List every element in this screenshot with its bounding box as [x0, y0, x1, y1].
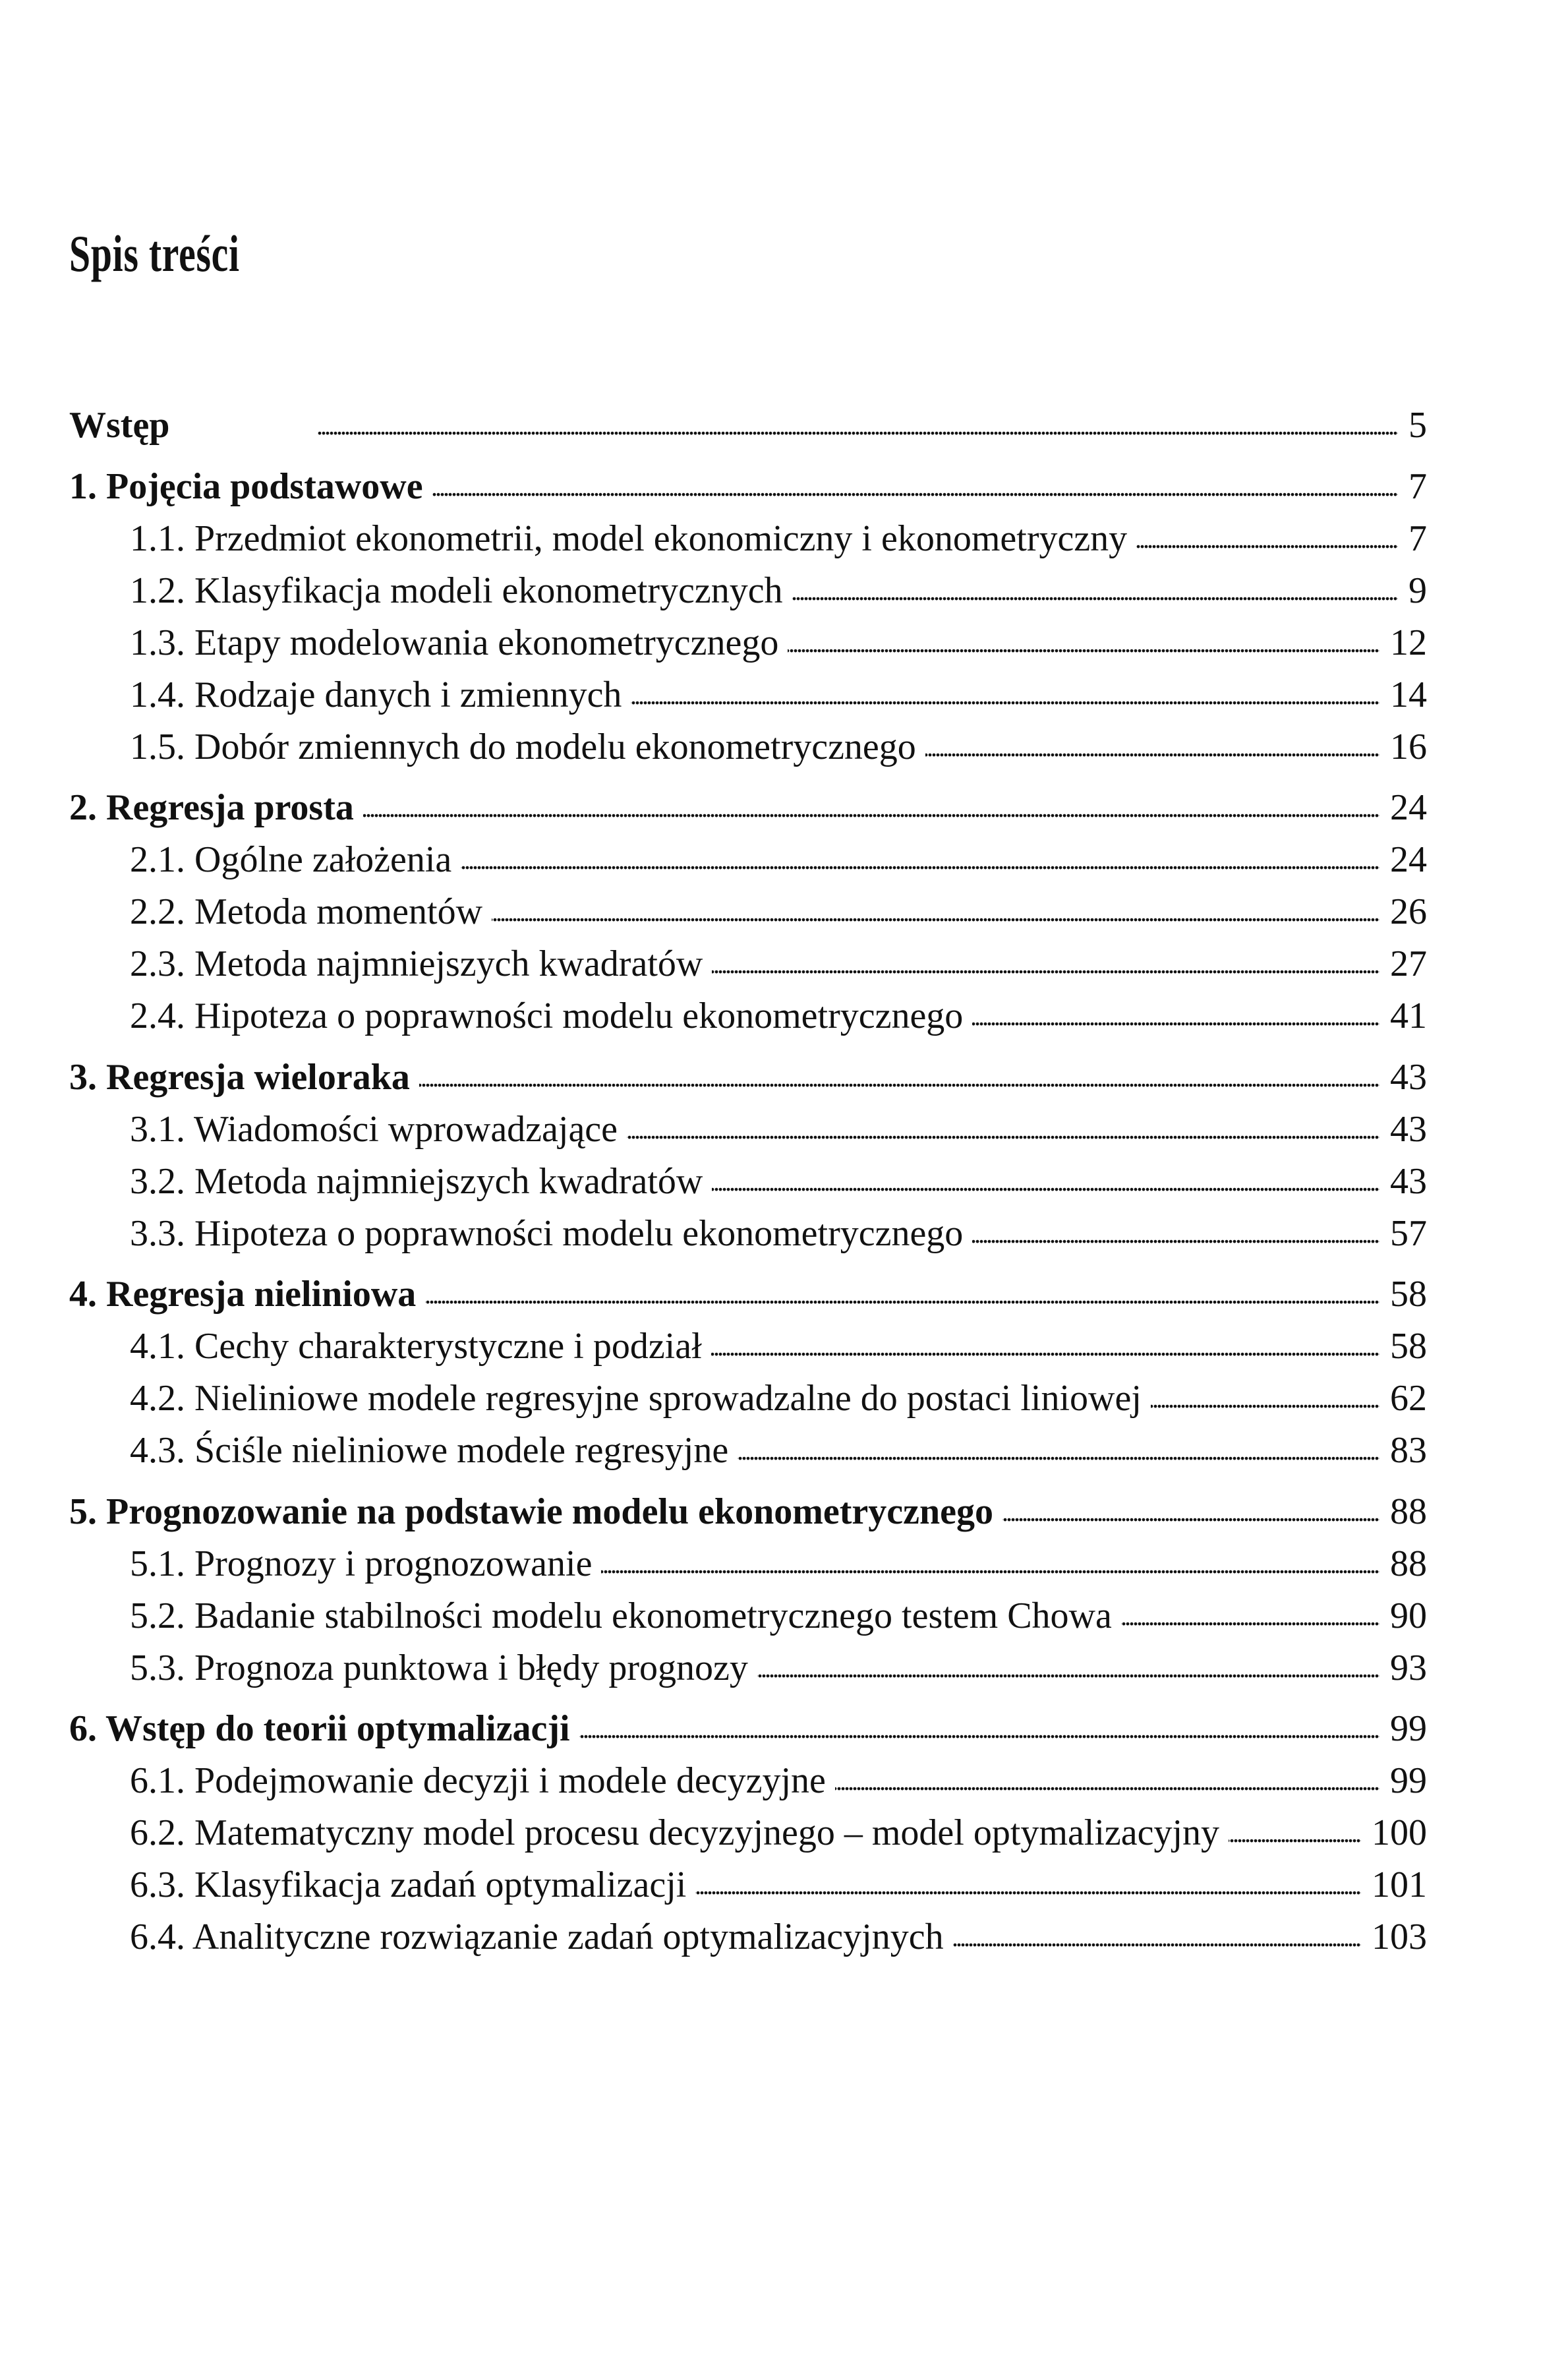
- entry-title: 2.4. Hipoteza o poprawności modelu ekonometrycznego: [130, 996, 964, 1036]
- entry-title: 1.2. Klasyfikacja modeli ekonometrycznych: [130, 570, 783, 611]
- toc-section-entry: [69, 1642, 1427, 1694]
- page-number: 43: [1390, 1108, 1427, 1150]
- page-number: 12: [1390, 622, 1427, 663]
- toc-section-entry: [69, 1590, 1427, 1642]
- dot-leader: [972, 1208, 1379, 1260]
- toc-section-entry: [69, 1156, 1427, 1208]
- entry-title: 2. Regresja prosta: [69, 787, 354, 828]
- entry-title: 2.3. Metoda najmniejszych kwadratów: [130, 943, 703, 984]
- entry-title: 3.1. Wiadomości wprowadzające: [130, 1108, 618, 1150]
- entry-title: 5.1. Prognozy i prognozowanie: [130, 1543, 593, 1584]
- dot-leader: [179, 400, 1398, 452]
- page-number: 88: [1390, 1491, 1427, 1532]
- page-number: 14: [1390, 674, 1427, 715]
- toc-section-entry: [69, 1321, 1427, 1373]
- page-number: 99: [1390, 1760, 1427, 1801]
- entry-title: 5.3. Prognoza punktowa i błędy prognozy: [130, 1647, 748, 1688]
- dot-leader: [788, 617, 1379, 669]
- dot-leader: [1002, 1486, 1379, 1538]
- page-number: 26: [1390, 891, 1427, 932]
- dot-leader: [425, 1268, 1379, 1321]
- entry-title: 4. Regresja nieliniowa: [69, 1274, 417, 1315]
- entry-title: 6.4. Analityczne rozwiązanie zadań optymalizacyjnych: [130, 1917, 944, 1957]
- dot-leader: [712, 1156, 1379, 1208]
- toc-section-entry: [69, 1538, 1427, 1590]
- toc-section-entry: [69, 617, 1427, 669]
- page-number: 57: [1390, 1212, 1427, 1254]
- toc-section-entry: [69, 1104, 1427, 1156]
- dot-leader: [627, 1104, 1379, 1156]
- page-number: 100: [1372, 1812, 1427, 1853]
- page-number: 16: [1390, 726, 1427, 767]
- table-of-contents: [69, 400, 1427, 1963]
- page-number: 58: [1390, 1326, 1427, 1367]
- toc-chapter-entry: [69, 1268, 1427, 1321]
- page-number: 58: [1390, 1274, 1427, 1315]
- entry-title: 1.4. Rodzaje danych i zmiennych: [130, 674, 622, 715]
- page-title: Spis treści: [69, 225, 240, 282]
- dot-leader: [1229, 1807, 1361, 1859]
- page-number: 99: [1390, 1708, 1427, 1749]
- dot-leader: [695, 1859, 1361, 1911]
- entry-title: 4.2. Nieliniowe modele regresyjne sprowadzalne do postaci liniowej: [130, 1378, 1142, 1419]
- entry-title: 4.3. Ściśle nieliniowe modele regresyjne: [130, 1430, 729, 1471]
- dot-leader: [835, 1755, 1379, 1807]
- toc-chapter-entry: [69, 1486, 1427, 1538]
- dot-leader: [757, 1642, 1379, 1694]
- page-number: 83: [1390, 1430, 1427, 1471]
- dot-leader: [738, 1425, 1379, 1477]
- toc-section-entry: [69, 513, 1427, 565]
- entry-title: 6.3. Klasyfikacja zadań optymalizacji: [130, 1864, 687, 1905]
- page-number: 62: [1390, 1378, 1427, 1419]
- toc-section-entry: [69, 1373, 1427, 1425]
- entry-title: 1.5. Dobór zmiennych do modelu ekonometrycznego: [130, 726, 916, 767]
- dot-leader: [492, 886, 1379, 938]
- entry-title: 5.2. Badanie stabilności modelu ekonometrycznego testem Chowa: [130, 1595, 1112, 1636]
- entry-title: 3.2. Metoda najmniejszych kwadratów: [130, 1160, 703, 1202]
- entry-title: 3.3. Hipoteza o poprawności modelu ekonometrycznego: [130, 1212, 964, 1254]
- entry-title: 6.2. Matematyczny model procesu decyzyjnego – model optymalizacyjny: [130, 1812, 1220, 1853]
- dot-leader: [631, 669, 1379, 721]
- page-number: 9: [1408, 570, 1427, 611]
- page-number: 90: [1390, 1595, 1427, 1636]
- entry-title: 5. Prognozowanie na podstawie modelu ekonometrycznego: [69, 1491, 993, 1532]
- entry-title: 3. Regresja wieloraka: [69, 1056, 410, 1098]
- dot-leader: [601, 1538, 1379, 1590]
- page-number: 101: [1372, 1864, 1427, 1905]
- toc-section-entry: [69, 565, 1427, 617]
- entry-title: 6. Wstęp do teorii optymalizacji: [69, 1708, 570, 1749]
- entry-title: Wstęp: [69, 405, 170, 446]
- dot-leader: [792, 565, 1398, 617]
- toc-section-entry: [69, 1208, 1427, 1260]
- entry-title: 6.1. Podejmowanie decyzji i modele decyzyjne: [130, 1760, 826, 1801]
- page-number: 24: [1390, 839, 1427, 880]
- dot-leader: [972, 990, 1379, 1042]
- dot-leader: [1136, 513, 1398, 565]
- page-number: 43: [1390, 1160, 1427, 1202]
- toc-chapter-entry: [69, 461, 1427, 513]
- toc-section-entry: [69, 1859, 1427, 1911]
- page-number: 7: [1408, 465, 1427, 507]
- dot-leader: [712, 938, 1379, 990]
- dot-leader: [363, 782, 1379, 834]
- dot-leader: [1151, 1373, 1379, 1425]
- toc-section-entry: [69, 1911, 1427, 1963]
- page-number: 7: [1408, 518, 1427, 559]
- dot-leader: [461, 834, 1379, 886]
- toc-section-entry: [69, 1755, 1427, 1807]
- entry-title: 2.1. Ogólne założenia: [130, 839, 452, 880]
- page-number: 27: [1390, 943, 1427, 984]
- toc-section-entry: [69, 938, 1427, 990]
- page-number: 93: [1390, 1647, 1427, 1688]
- toc-chapter-entry: [69, 1703, 1427, 1755]
- page-number: 43: [1390, 1056, 1427, 1098]
- dot-leader: [711, 1321, 1379, 1373]
- dot-leader: [419, 1052, 1379, 1104]
- page-number: 24: [1390, 787, 1427, 828]
- entry-title: 1.1. Przedmiot ekonometrii, model ekonomiczny i ekonometryczny: [130, 518, 1128, 559]
- toc-chapter-entry: [69, 1052, 1427, 1104]
- toc-chapter-entry: [69, 782, 1427, 834]
- dot-leader: [1121, 1590, 1379, 1642]
- toc-section-entry: [69, 990, 1427, 1042]
- dot-leader: [925, 721, 1379, 773]
- toc-section-entry: [69, 886, 1427, 938]
- toc-section-entry: [69, 834, 1427, 886]
- toc-chapter-entry: [69, 400, 1427, 452]
- dot-leader: [432, 461, 1398, 513]
- entry-title: 2.2. Metoda momentów: [130, 891, 483, 932]
- dot-leader: [953, 1911, 1361, 1963]
- entry-title: 1.3. Etapy modelowania ekonometrycznego: [130, 622, 779, 663]
- toc-section-entry: [69, 1807, 1427, 1859]
- toc-section-entry: [69, 721, 1427, 773]
- toc-section-entry: [69, 669, 1427, 721]
- page-number: 5: [1408, 405, 1427, 446]
- entry-title: 4.1. Cechy charakterystyczne i podział: [130, 1326, 702, 1367]
- page-number: 88: [1390, 1543, 1427, 1584]
- toc-section-entry: [69, 1425, 1427, 1477]
- page-number: 41: [1390, 996, 1427, 1036]
- entry-title: 1. Pojęcia podstawowe: [69, 465, 423, 507]
- page-number: 103: [1372, 1917, 1427, 1957]
- dot-leader: [579, 1703, 1379, 1755]
